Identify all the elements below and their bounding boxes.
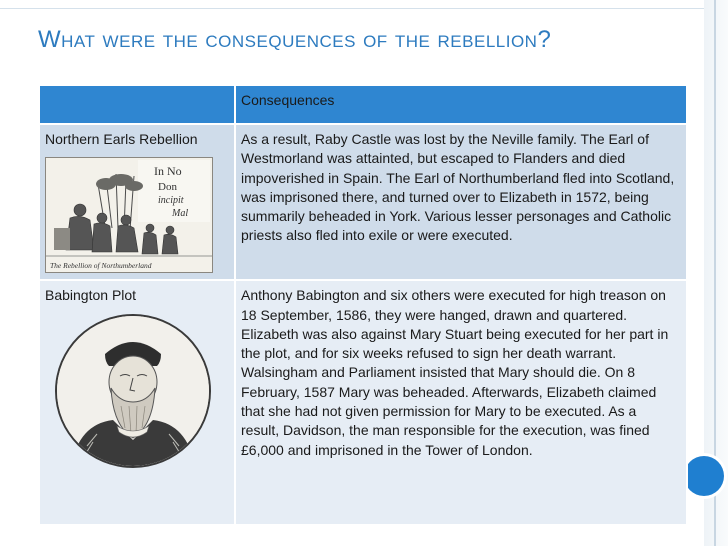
side-accent-circle <box>684 456 724 496</box>
engraving-text-line: Don <box>158 181 177 194</box>
top-frame-line <box>0 8 704 9</box>
engraving-text-line: Mal <box>172 208 189 220</box>
engraving-text-line: In No <box>154 164 182 179</box>
row-consequence-cell: As a result, Raby Castle was lost by the Neville family. The Earl of Westmorland was attainted, but escaped to Flanders and died impoverished in Spain. The Earl of Northumberland fled into Scotland, was imprisoned there, and turned over to Elizabeth in 1572, being summarily beheaded in York. Various lesser personages and Catholic priests also fled into exile or were executed. <box>235 124 687 280</box>
portrait-engraving-icon <box>55 314 211 468</box>
consequences-table <box>38 84 688 526</box>
row-label-cell <box>39 124 235 280</box>
row-label-cell <box>39 280 235 525</box>
slide-title: What were the consequences of the rebellion? <box>38 26 552 53</box>
row-label: Northern Earls Rebellion <box>45 131 198 147</box>
row-label: Babington Plot <box>45 287 137 304</box>
header-cell-empty <box>39 85 235 124</box>
header-cell-consequences: Consequences <box>235 85 687 124</box>
engraving-illustration-icon <box>45 157 213 273</box>
engraving-text-line: incipit <box>158 195 184 207</box>
table-row <box>39 280 687 525</box>
table-row <box>39 124 687 280</box>
row-consequence-cell: Anthony Babington and six others were executed for high treason on 18 September, 1586, they were hanged, drawn and quartered. Elizabeth was also against Mary Stuart being executed for her part in the plot, and for six weeks refused to sign her death warrant. Walsingham and Parliament insisted that Mary should die. On 8 February, 1587 Mary was beheaded. Afterwards, Elizabeth claimed that she had not given permission for Mary to be executed. As a result, Davidson, the man responsible for the execution, was fined £6,000 and imprisoned in the Tower of London. <box>235 280 687 525</box>
engraving-caption: The Rebellion of Northumberland <box>50 261 152 271</box>
table-header-row <box>39 85 687 124</box>
